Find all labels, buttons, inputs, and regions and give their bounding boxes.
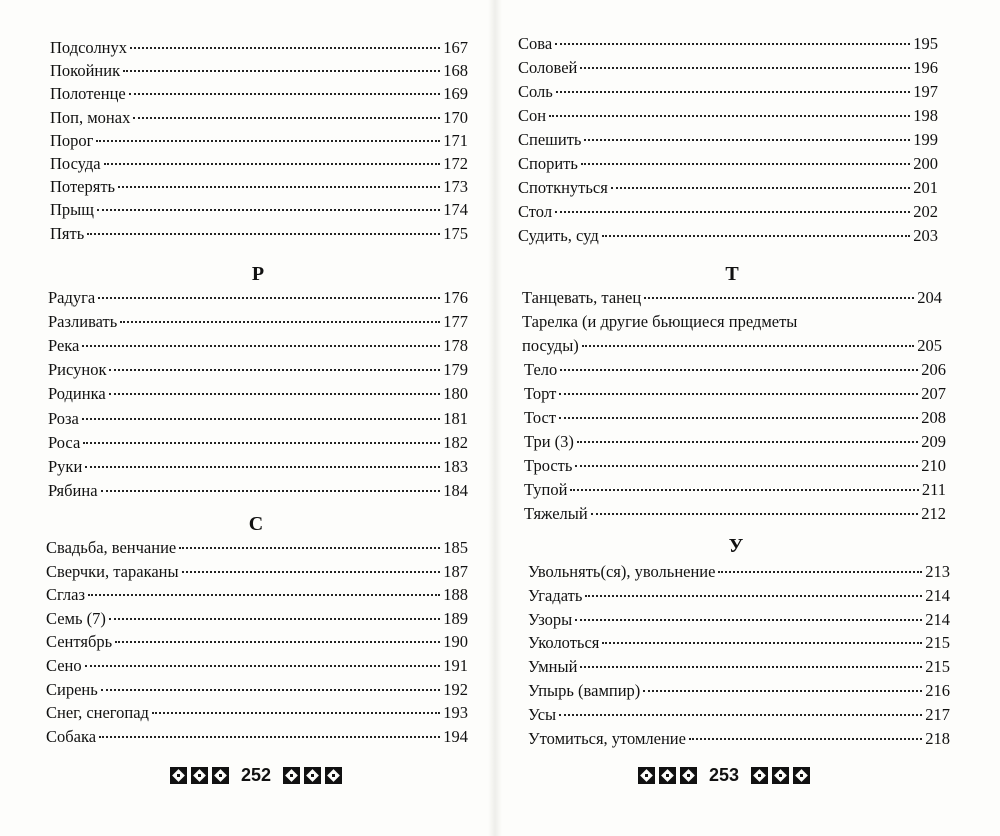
index-entry [522, 286, 942, 310]
entry-page: 179 [443, 360, 468, 380]
entry-page: 189 [443, 608, 468, 628]
index-entry [518, 152, 938, 176]
entry-term: Стол [518, 202, 553, 221]
entry-page: 169 [443, 84, 468, 104]
entry-term: Сон [518, 106, 547, 125]
entry-term: Уколоться [528, 633, 600, 653]
entry-page: 214 [925, 585, 950, 605]
entry-page: 172 [443, 154, 468, 173]
entry-page: 196 [913, 58, 938, 77]
leader-dots [85, 664, 441, 667]
leader-dots [580, 66, 910, 69]
entry-term: Покойник [50, 61, 121, 81]
leader-dots [585, 594, 922, 597]
index-entry [528, 631, 950, 655]
entry-page: 191 [443, 656, 468, 675]
leader-dots [570, 488, 918, 491]
entry-term: Посуда [50, 154, 101, 173]
entry-page: 195 [913, 34, 938, 53]
ornament-icon [325, 767, 342, 784]
leader-dots [109, 392, 441, 395]
entry-term: Сверчки, тараканы [46, 561, 179, 581]
entry-page: 182 [443, 432, 468, 452]
index-entry [48, 310, 468, 334]
entry-term: Потерять [50, 177, 116, 197]
leader-dots [85, 465, 440, 468]
right-page [500, 0, 1000, 836]
leader-dots [644, 296, 914, 299]
leader-dots [115, 640, 440, 643]
leader-dots [182, 570, 441, 573]
index-entry [524, 382, 946, 406]
entry-term: Трость [524, 456, 573, 475]
entry-term: Сирень [46, 679, 98, 699]
entry-page: 202 [913, 202, 938, 221]
ornament-icon [170, 767, 187, 784]
leader-dots [575, 618, 922, 621]
index-entry [48, 334, 468, 358]
entry-page: 173 [443, 177, 468, 197]
index-entry [528, 584, 950, 608]
entry-term: Соловей [518, 58, 578, 77]
leader-dots [97, 208, 440, 211]
index-entry [46, 607, 468, 631]
index-entry [518, 104, 938, 128]
entry-term: Угадать [528, 585, 583, 605]
entry-page: 176 [443, 288, 468, 307]
leader-dots [179, 546, 440, 549]
entry-term: Сова [518, 34, 553, 53]
index-entry [50, 36, 468, 60]
index-entry [46, 560, 468, 584]
leader-dots [98, 296, 440, 299]
leader-dots [96, 139, 440, 142]
index-entry [524, 454, 946, 478]
entry-page: 170 [443, 107, 468, 127]
leader-dots [82, 417, 440, 420]
entry-page: 215 [925, 633, 950, 653]
entry-term: Спорить [518, 154, 578, 173]
ornament-icon [212, 767, 229, 784]
index-entry-line2 [522, 334, 942, 358]
index-entry [50, 152, 468, 176]
leader-dots [99, 735, 440, 738]
entry-page: 180 [443, 384, 468, 404]
entry-term: Судить, суд [518, 226, 599, 245]
leader-dots [129, 92, 441, 95]
entry-term: Поп, монах [50, 107, 131, 127]
entry-term: Полотенце [50, 84, 126, 104]
leader-dots [643, 689, 922, 692]
index-entry-line1 [522, 310, 942, 334]
index-entry [528, 560, 950, 584]
entry-term: Торт [524, 384, 557, 403]
entry-term: Споткнуться [518, 178, 608, 197]
leader-dots [689, 737, 922, 740]
index-entry [528, 727, 950, 751]
leader-dots [83, 441, 440, 444]
index-entry [48, 286, 468, 310]
index-entry [48, 479, 468, 503]
entry-term: Танцевать, танец [522, 288, 642, 307]
leader-dots [549, 114, 910, 117]
entry-term: Тарелка (и другие бьющиеся предметы [522, 312, 798, 331]
entry-page: 206 [921, 360, 946, 379]
entry-page: 205 [917, 336, 942, 355]
leader-dots [591, 512, 919, 515]
leader-dots [580, 665, 922, 668]
page-number: 252 [241, 764, 272, 785]
section-letter-t: Т [725, 263, 739, 285]
index-entry [528, 655, 950, 679]
ornament-icon [793, 767, 810, 784]
leader-dots [109, 617, 440, 620]
index-entry [46, 678, 468, 702]
index-entry [524, 478, 946, 502]
index-entry [48, 382, 468, 406]
entry-page: 175 [443, 223, 468, 243]
index-entry [50, 175, 468, 199]
leader-dots [582, 344, 914, 347]
index-entry [50, 82, 468, 106]
entry-page: 199 [913, 130, 938, 149]
index-entry [518, 176, 938, 200]
index-entry [46, 654, 468, 678]
entry-page: 177 [443, 312, 468, 332]
index-entry [50, 222, 468, 246]
leader-dots [581, 162, 910, 165]
entry-page: 174 [443, 200, 468, 220]
index-entry [50, 129, 468, 153]
ornament-icon [304, 767, 321, 784]
entry-page: 216 [925, 681, 950, 700]
entry-page: 200 [913, 154, 938, 173]
leader-dots [88, 593, 440, 596]
leader-dots [152, 711, 440, 714]
index-entry [528, 679, 950, 703]
index-entry [48, 407, 468, 431]
leader-dots [130, 46, 440, 49]
entry-term: Собака [46, 726, 97, 746]
index-entry [524, 430, 946, 454]
index-entry [518, 200, 938, 224]
entry-term: Тяжелый [524, 504, 588, 523]
entry-page: 178 [443, 336, 468, 356]
entry-page: 168 [443, 61, 468, 81]
leader-dots [101, 688, 440, 691]
ornament-icon [680, 767, 697, 784]
index-entry [46, 536, 468, 560]
entry-page: 184 [443, 480, 468, 500]
entry-term: Прыщ [50, 200, 94, 220]
leader-dots [602, 234, 911, 237]
leader-dots [118, 185, 440, 188]
leader-dots [109, 368, 440, 371]
entry-page: 167 [443, 38, 468, 57]
leader-dots [584, 138, 910, 141]
entry-term: посуды) [522, 336, 579, 355]
entry-page: 183 [443, 456, 468, 476]
index-entry [48, 455, 468, 479]
leader-dots [575, 464, 918, 467]
index-entry [50, 106, 468, 130]
index-entry [518, 56, 938, 80]
entry-term: Увольнять(ся), увольнение [528, 562, 716, 581]
leader-dots [101, 489, 441, 492]
entry-page: 207 [921, 384, 946, 403]
left-page [0, 0, 490, 836]
entry-term: Порог [50, 130, 94, 150]
entry-term: Река [48, 336, 80, 356]
entry-term: Роза [48, 408, 79, 428]
entry-page: 212 [921, 504, 946, 523]
entry-term: Тост [524, 408, 557, 427]
entry-term: Тело [524, 360, 558, 379]
entry-page: 203 [913, 226, 938, 245]
entry-term: Роса [48, 432, 81, 452]
entry-page: 217 [925, 704, 950, 724]
index-entry [518, 128, 938, 152]
entry-page: 171 [443, 130, 468, 150]
entry-term: Усы [528, 704, 557, 724]
index-entry [524, 358, 946, 382]
entry-page: 187 [443, 561, 468, 581]
entry-term: Радуга [48, 288, 96, 307]
entry-page: 193 [443, 703, 468, 723]
entry-term: Утомиться, утомление [528, 728, 686, 748]
index-entry [528, 608, 950, 632]
index-entry [46, 630, 468, 654]
entry-page: 201 [913, 178, 938, 197]
entry-page: 204 [917, 288, 942, 307]
entry-page: 185 [443, 538, 468, 557]
entry-term: Пять [50, 223, 85, 243]
leader-dots [87, 232, 440, 235]
leader-dots [559, 416, 918, 419]
entry-page: 188 [443, 585, 468, 605]
index-entry [48, 431, 468, 455]
entry-page: 198 [913, 106, 938, 125]
leader-dots [120, 320, 440, 323]
leader-dots [602, 641, 922, 644]
entry-term: Соль [518, 82, 553, 101]
index-entry [528, 703, 950, 727]
ornament-icon [659, 767, 676, 784]
entry-page: 194 [443, 726, 468, 746]
leader-dots [560, 368, 918, 371]
index-entry [524, 406, 946, 430]
entry-term: Упырь (вампир) [528, 681, 641, 700]
leader-dots [611, 186, 910, 189]
entry-term: Спешить [518, 130, 582, 149]
ornament-icon [751, 767, 768, 784]
index-entry [50, 198, 468, 222]
entry-page: 210 [921, 456, 946, 475]
leader-dots [556, 90, 910, 93]
entry-term: Рябина [48, 480, 98, 500]
index-entry [46, 583, 468, 607]
entry-page: 192 [443, 679, 468, 699]
entry-term: Три (3) [524, 432, 574, 451]
entry-term: Сентябрь [46, 632, 113, 652]
leader-dots [555, 210, 910, 213]
entry-page: 218 [925, 728, 950, 748]
index-entry [518, 32, 938, 56]
index-entry [518, 224, 938, 248]
ornament-icon [283, 767, 300, 784]
entry-term: Снег, снегопад [46, 703, 149, 723]
entry-page: 197 [913, 82, 938, 101]
index-entry [48, 358, 468, 382]
entry-term: Семь (7) [46, 608, 106, 628]
leader-dots [577, 440, 918, 443]
entry-page: 208 [921, 408, 946, 427]
entry-page: 211 [921, 480, 946, 499]
ornament-icon [191, 767, 208, 784]
section-letter-u: У [728, 535, 744, 557]
index-entry [518, 80, 938, 104]
leader-dots [559, 392, 918, 395]
entry-term: Руки [48, 456, 83, 476]
entry-page: 215 [925, 657, 950, 677]
leader-dots [123, 69, 440, 72]
leader-dots [718, 570, 922, 573]
entry-term: Родинка [48, 384, 106, 404]
entry-term: Рисунок [48, 360, 107, 380]
index-entry [524, 502, 946, 526]
leader-dots [82, 344, 440, 347]
entry-term: Разливать [48, 312, 118, 332]
index-entry [46, 725, 468, 749]
entry-term: Подсолнух [50, 38, 128, 57]
index-entry [50, 59, 468, 83]
index-entry [46, 701, 468, 725]
page-footer-right [638, 764, 810, 786]
ornament-icon [772, 767, 789, 784]
entry-term: Сено [46, 656, 82, 675]
entry-term: Умный [528, 657, 578, 677]
leader-dots [133, 116, 440, 119]
page-number: 253 [709, 764, 740, 785]
ornament-icon [638, 767, 655, 784]
entry-page: 214 [925, 609, 950, 629]
leader-dots [104, 162, 441, 165]
entry-page: 190 [443, 632, 468, 652]
section-letter-s: С [248, 513, 264, 535]
entry-term: Тупой [524, 480, 568, 499]
entry-page: 209 [921, 432, 946, 451]
entry-page: 213 [925, 562, 950, 581]
section-letter-r: Р [251, 263, 265, 285]
leader-dots [555, 42, 910, 45]
entry-term: Свадьба, венчание [46, 538, 177, 557]
entry-page: 181 [443, 408, 468, 428]
entry-term: Узоры [528, 609, 573, 629]
page-footer-left [170, 764, 342, 786]
leader-dots [559, 713, 922, 716]
entry-term: Сглаз [46, 585, 86, 605]
